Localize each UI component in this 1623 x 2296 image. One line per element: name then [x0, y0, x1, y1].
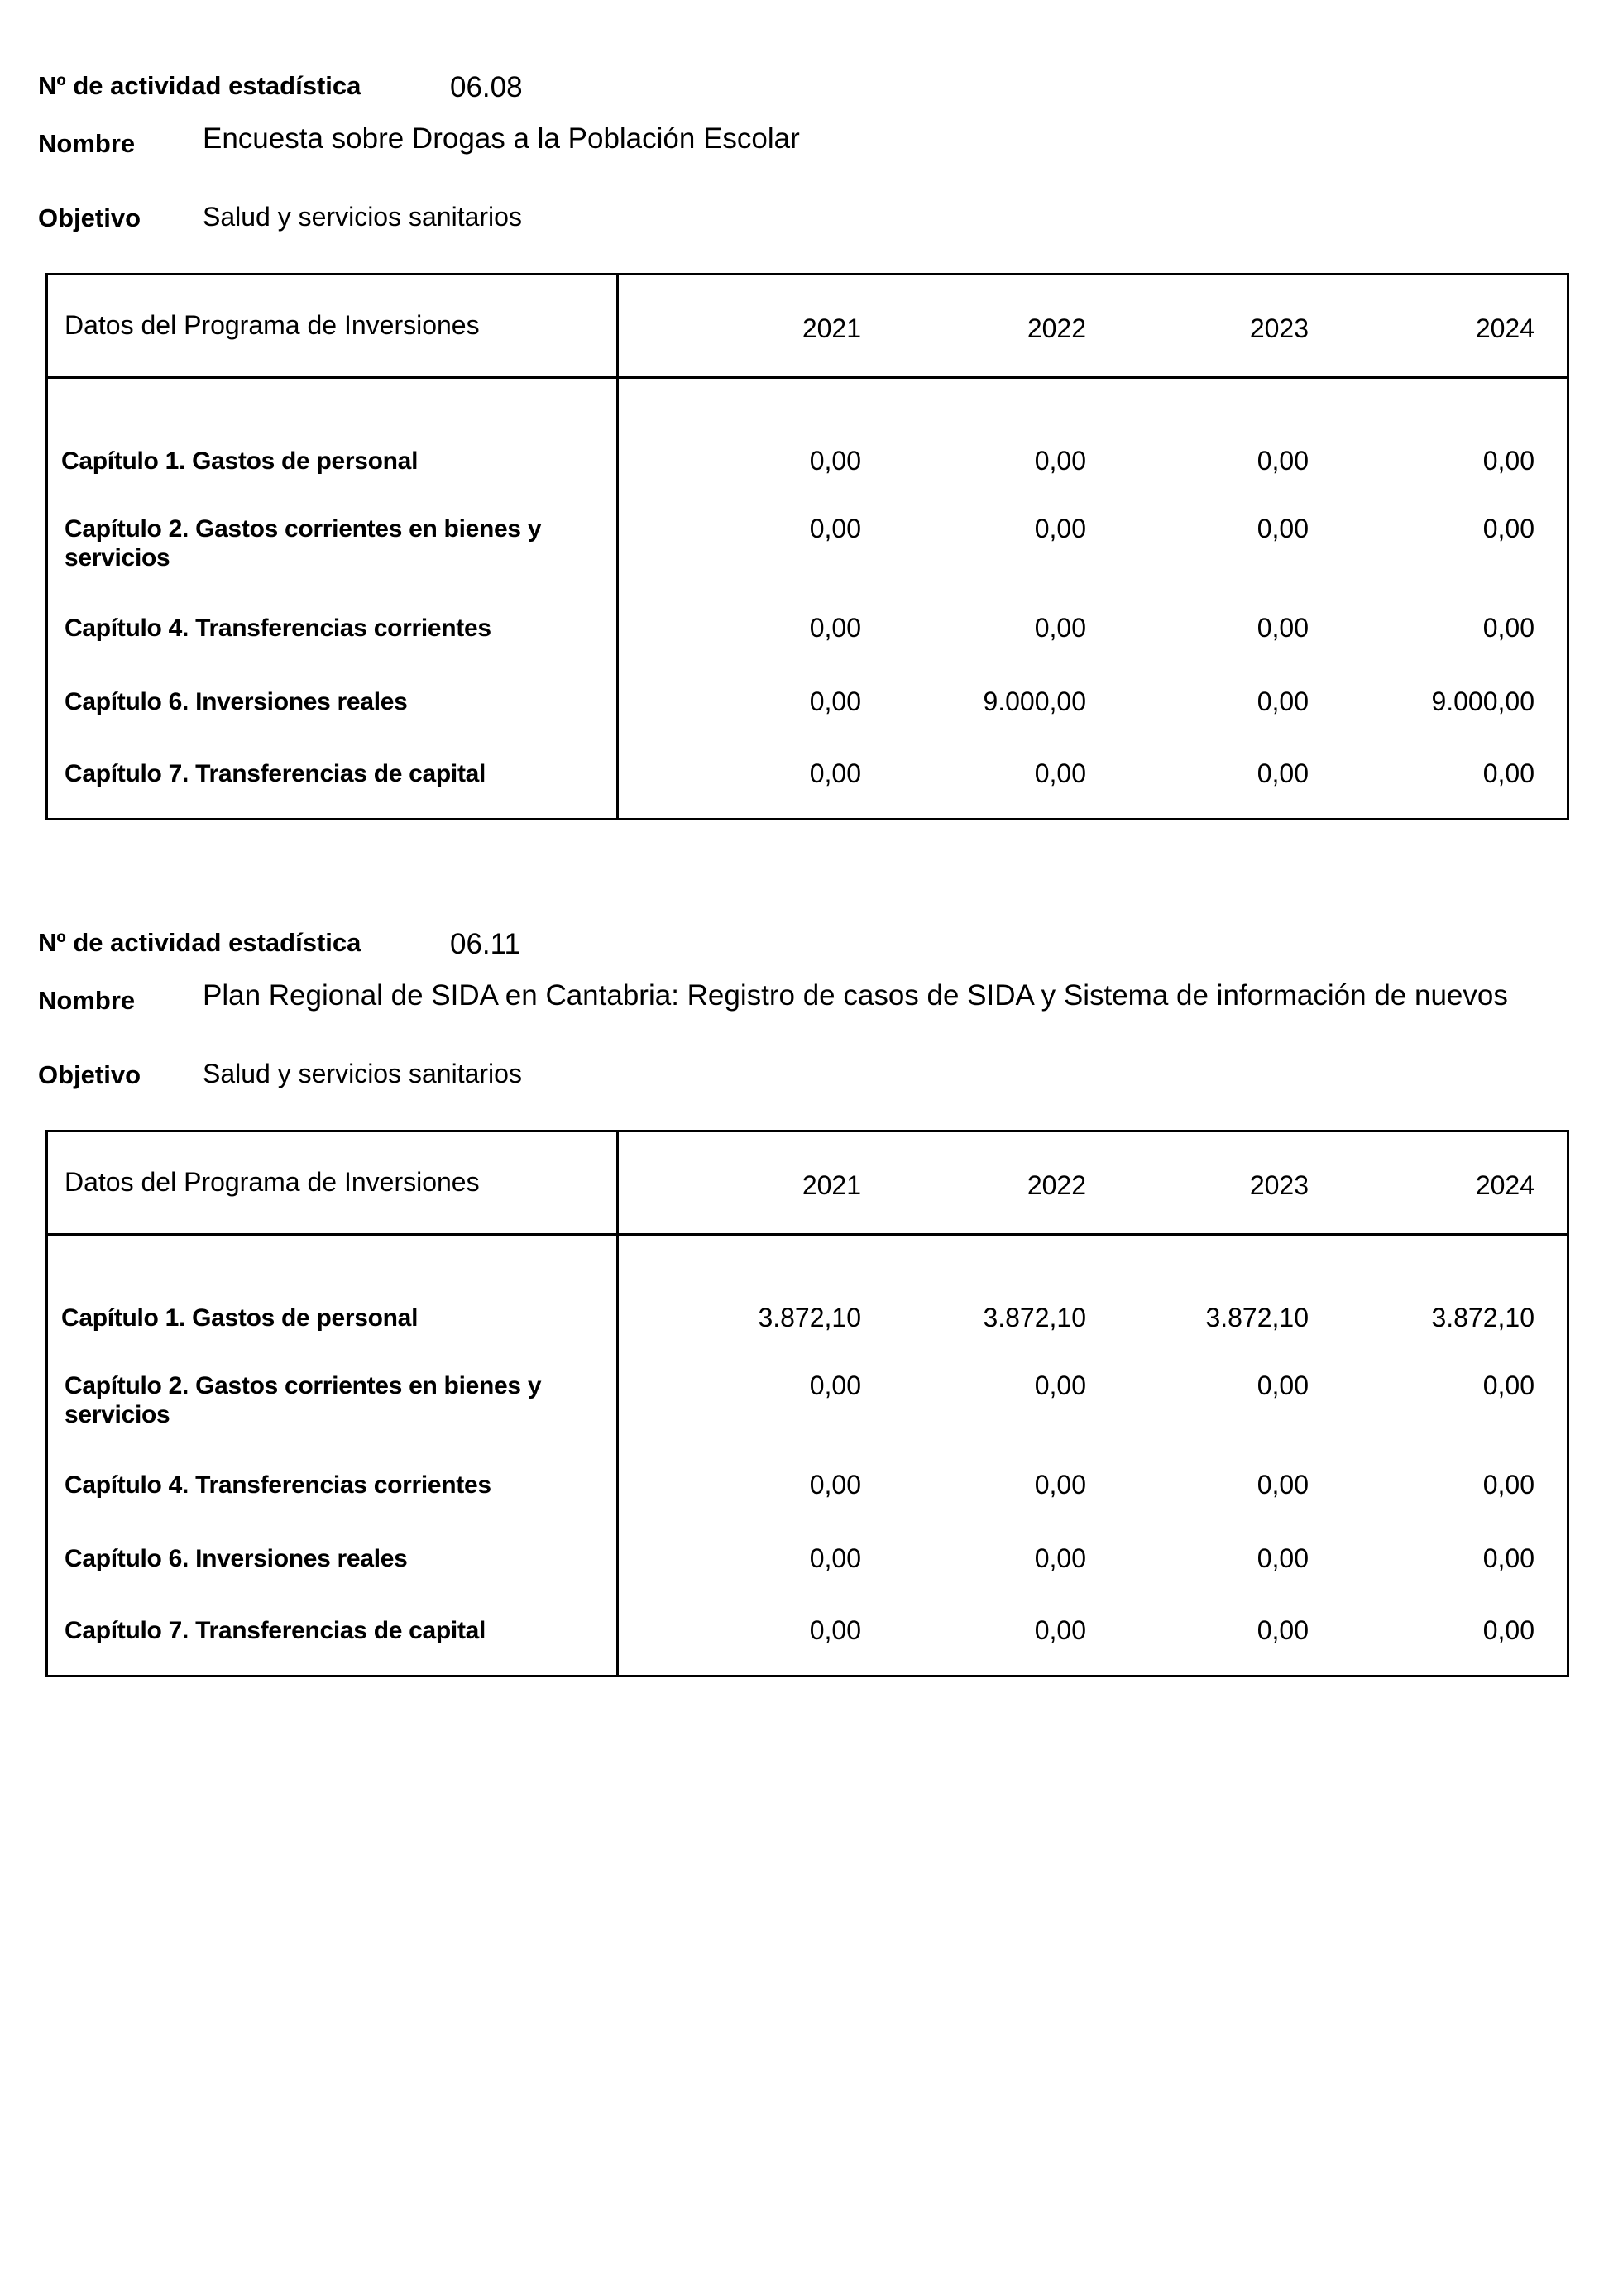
- cell-2024: 0,00: [1482, 446, 1534, 476]
- table-header-divider: [48, 376, 1567, 379]
- cell-2024: 0,00: [1482, 1615, 1534, 1645]
- cell-2024: 0,00: [1482, 758, 1534, 788]
- activity-number-value: 06.11: [450, 928, 520, 960]
- cell-2023: 0,00: [1257, 1370, 1309, 1400]
- cell-2022: 0,00: [1034, 1370, 1086, 1400]
- row-label: Capítulo 4. Transferencias corrientes: [65, 615, 491, 642]
- activity-objective-label: Objetivo: [38, 1060, 141, 1089]
- row-label: Capítulo 7. Transferencias de capital: [65, 760, 486, 787]
- cell-2024: 0,00: [1482, 1370, 1534, 1400]
- cell-2022: 0,00: [1034, 1470, 1086, 1500]
- investment-table: [45, 1130, 1569, 1677]
- table-column-divider: [616, 1132, 619, 1675]
- cell-2022: 0,00: [1034, 758, 1086, 788]
- year-header-2023: 2023: [1249, 313, 1309, 343]
- cell-2023: 0,00: [1257, 446, 1309, 476]
- table-column-divider: [616, 275, 619, 818]
- year-header-2022: 2022: [1027, 313, 1086, 343]
- activity-objective-label: Objetivo: [38, 203, 141, 232]
- cell-2021: 0,00: [809, 758, 861, 788]
- cell-2023: 0,00: [1257, 758, 1309, 788]
- cell-2021: 0,00: [809, 514, 861, 543]
- year-header-2023: 2023: [1249, 1170, 1309, 1200]
- cell-2023: 3.872,10: [1205, 1303, 1309, 1332]
- row-label: Capítulo 6. Inversiones reales: [65, 688, 408, 715]
- cell-2022: 0,00: [1034, 1615, 1086, 1645]
- activity-name-value: Encuesta sobre Drogas a la Población Escolar: [203, 122, 800, 155]
- cell-2023: 0,00: [1257, 613, 1309, 643]
- cell-2023: 0,00: [1257, 514, 1309, 543]
- year-header-2024: 2024: [1475, 1170, 1534, 1200]
- cell-2021: 0,00: [809, 613, 861, 643]
- activity-name-value: Plan Regional de SIDA en Cantabria: Registro de casos de SIDA y Sistema de información de nuevos: [203, 979, 1508, 1012]
- activity-number-label: Nº de actividad estadística: [38, 71, 361, 100]
- cell-2023: 0,00: [1257, 686, 1309, 716]
- activity-section: [0, 857, 1623, 1717]
- cell-2022: 3.872,10: [983, 1303, 1086, 1332]
- cell-2022: 0,00: [1034, 514, 1086, 543]
- row-label: Capítulo 7. Transferencias de capital: [65, 1617, 486, 1644]
- row-label: Capítulo 6. Inversiones reales: [65, 1545, 408, 1572]
- activity-name-label: Nombre: [38, 986, 136, 1015]
- cell-2021: 0,00: [809, 1615, 861, 1645]
- row-label: Capítulo 1. Gastos de personal: [61, 1304, 419, 1332]
- activity-number-label: Nº de actividad estadística: [38, 928, 361, 957]
- row-label: Capítulo 2. Gastos corrientes en bienes y servicios: [65, 515, 542, 572]
- table-header-label: Datos del Programa de Inversiones: [65, 1167, 480, 1197]
- cell-2023: 0,00: [1257, 1615, 1309, 1645]
- cell-2024: 0,00: [1482, 613, 1534, 643]
- year-header-2024: 2024: [1475, 313, 1534, 343]
- cell-2021: 0,00: [809, 1370, 861, 1400]
- cell-2024: 0,00: [1482, 1470, 1534, 1500]
- row-label: Capítulo 2. Gastos corrientes en bienes y servicios: [65, 1372, 542, 1428]
- cell-2021: 0,00: [809, 686, 861, 716]
- cell-2023: 0,00: [1257, 1543, 1309, 1573]
- cell-2022: 0,00: [1034, 446, 1086, 476]
- year-header-2021: 2021: [802, 1170, 861, 1200]
- cell-2022: 0,00: [1034, 1543, 1086, 1573]
- cell-2022: 9.000,00: [983, 686, 1086, 716]
- table-header-divider: [48, 1233, 1567, 1236]
- activity-section: [0, 0, 1623, 860]
- activity-name-label: Nombre: [38, 129, 136, 158]
- cell-2021: 0,00: [809, 1470, 861, 1500]
- activity-number-value: 06.08: [450, 71, 523, 103]
- row-label: Capítulo 4. Transferencias corrientes: [65, 1471, 491, 1499]
- cell-2021: 0,00: [809, 1543, 861, 1573]
- table-header-label: Datos del Programa de Inversiones: [65, 310, 480, 340]
- cell-2023: 0,00: [1257, 1470, 1309, 1500]
- cell-2021: 0,00: [809, 446, 861, 476]
- cell-2024: 3.872,10: [1431, 1303, 1534, 1332]
- year-header-2022: 2022: [1027, 1170, 1086, 1200]
- cell-2021: 3.872,10: [758, 1303, 861, 1332]
- year-header-2021: 2021: [802, 313, 861, 343]
- cell-2022: 0,00: [1034, 613, 1086, 643]
- activity-objective-value: Salud y servicios sanitarios: [203, 202, 522, 232]
- activity-objective-value: Salud y servicios sanitarios: [203, 1059, 522, 1088]
- cell-2024: 0,00: [1482, 514, 1534, 543]
- row-label: Capítulo 1. Gastos de personal: [61, 447, 419, 475]
- investment-table: [45, 273, 1569, 820]
- cell-2024: 0,00: [1482, 1543, 1534, 1573]
- cell-2024: 9.000,00: [1431, 686, 1534, 716]
